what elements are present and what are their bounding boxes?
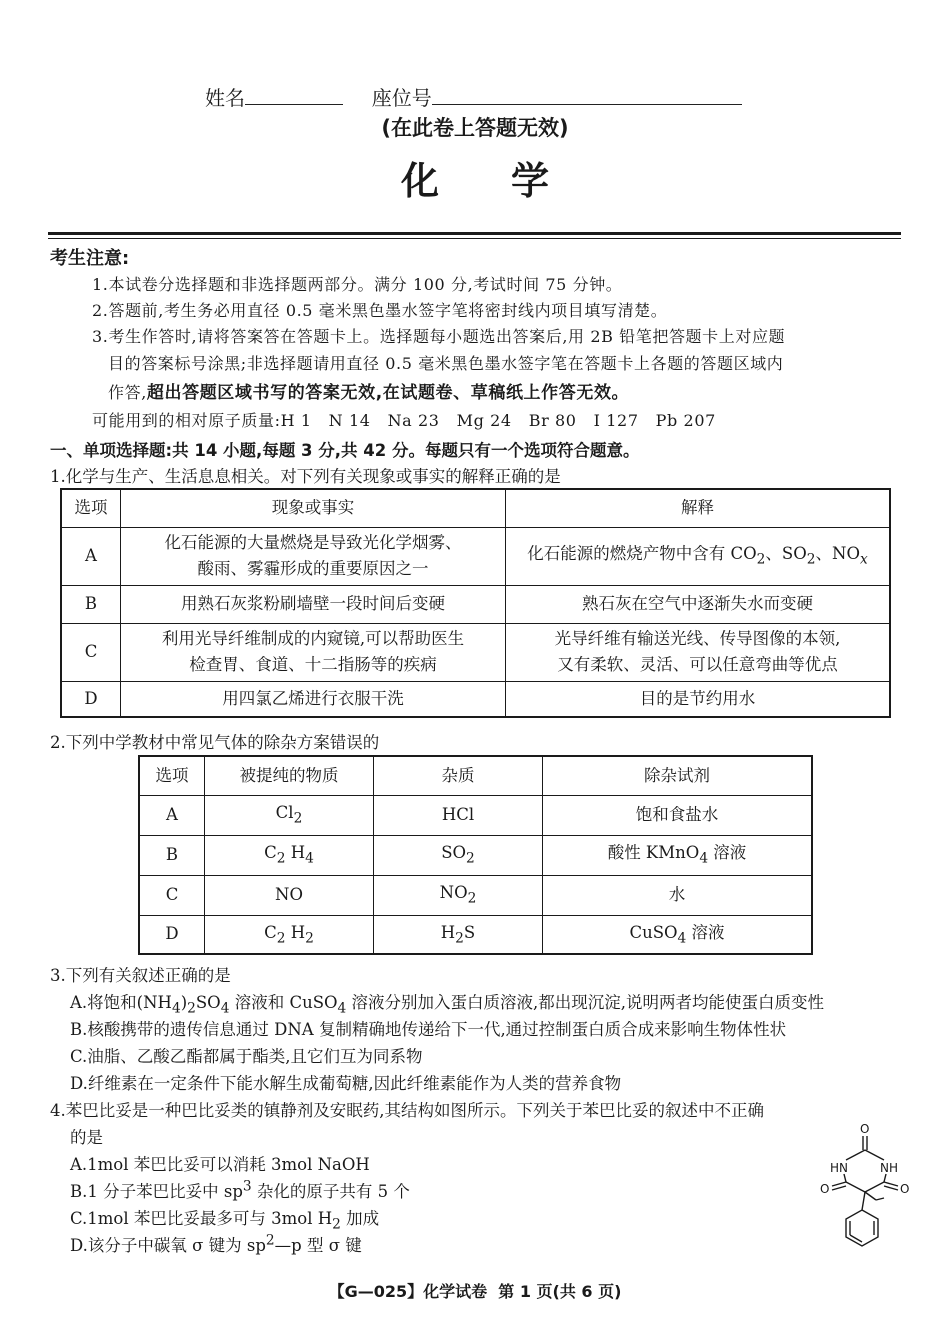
- bond: [832, 1186, 846, 1190]
- table-header-row: [61, 489, 890, 527]
- bond: [846, 1182, 865, 1192]
- subscript: 2: [756, 551, 766, 568]
- atom-label: O: [860, 1122, 870, 1136]
- subscript: 2: [466, 850, 475, 867]
- opt-text: ): [180, 993, 188, 1012]
- question-4-option-d: [70, 1232, 362, 1256]
- header-rule-thin: [48, 238, 901, 239]
- candidate-info-line: [205, 82, 742, 111]
- question-1-table: [60, 488, 891, 718]
- atom-label: O: [820, 1182, 830, 1196]
- bond: [862, 1192, 865, 1210]
- row-option: A: [139, 795, 205, 835]
- formula: H: [290, 922, 306, 942]
- subscript: 2: [187, 1000, 196, 1017]
- opt-text: B.1 分子苯巴比妥中 sp: [70, 1182, 243, 1201]
- section-title: 一、单项选择题:共 14 小题,每题 3 分,共 42 分。每题只有一个选项符合题意。: [50, 441, 640, 460]
- exp-line: 光导纤维有输送光线、传导图像的本领,: [554, 628, 841, 648]
- seat-blank: [432, 86, 742, 105]
- question-3-option-d: D.纤维素在一定条件下能水解生成葡萄糖,因此纤维素能作为人类的营养食物: [70, 1074, 622, 1093]
- question-1-stem: 1.化学与生产、生活息息相关。对下列有关现象或事实的解释正确的是: [50, 467, 561, 486]
- header-option: 选项: [139, 756, 205, 795]
- bond: [844, 1174, 846, 1182]
- row-fact: 用四氯乙烯进行衣服干洗: [121, 681, 506, 717]
- row-explanation: 目的是节约用水: [506, 681, 891, 717]
- row-impurity: [374, 915, 543, 954]
- subscript: 2: [332, 1216, 341, 1233]
- subject-title: 化学: [400, 159, 621, 203]
- table-row: [61, 527, 890, 585]
- bond: [846, 1150, 865, 1160]
- formula: C: [264, 922, 277, 942]
- opt-text: SO: [195, 993, 221, 1012]
- question-3-option-a: [70, 989, 824, 1016]
- row-impurity: [374, 875, 543, 915]
- fact-line: 化石能源的大量燃烧是导致光化学烟雾、: [164, 532, 462, 552]
- name-blank: [245, 86, 343, 105]
- row-impurity: [374, 835, 543, 875]
- bond: [884, 1186, 898, 1190]
- header-fact: 现象或事实: [121, 489, 506, 527]
- opt-text: 杂化的原子共有 5 个: [251, 1182, 410, 1201]
- subscript: x: [859, 551, 868, 568]
- subscript: 4: [337, 1000, 347, 1017]
- opt-text: A.将饱和(NH: [70, 993, 172, 1012]
- formula: H: [290, 843, 306, 863]
- formula: C: [264, 843, 277, 863]
- notice-item-1: 1.本试卷分选择题和非选择题两部分。满分 100 分,考试时间 75 分钟。: [92, 275, 623, 294]
- subscript: 4: [305, 850, 314, 867]
- notice-item-3-cont: 目的答案标号涂黑;非选择题请用直径 0.5 毫米黑色墨水签字笔在答题卡上各题的答题区域内: [108, 354, 784, 373]
- question-2-stem: 2.下列中学教材中常见气体的除杂方案错误的: [50, 733, 380, 752]
- header-explanation: 解释: [506, 489, 891, 527]
- table-header-row: [139, 756, 812, 795]
- bond: [884, 1182, 898, 1186]
- bond: [865, 1150, 884, 1160]
- atom-label: HN: [830, 1161, 848, 1175]
- notice-item-3-prefix: 作答,: [108, 383, 147, 402]
- table-row: [139, 835, 812, 875]
- row-option: C: [61, 623, 121, 681]
- subscript: 2: [276, 850, 286, 867]
- subscript: 4: [171, 1000, 181, 1017]
- question-3-option-c: C.油脂、乙酸乙酯都属于酯类,且它们互为同系物: [70, 1047, 423, 1066]
- subscript: 2: [455, 929, 464, 946]
- page-footer: [0, 1279, 950, 1302]
- header-substance: 被提纯的物质: [205, 756, 374, 795]
- table-row: [139, 915, 812, 954]
- fact-line: 酸雨、雾霾形成的重要原因之一: [197, 559, 429, 578]
- exp-text: 、SO: [765, 544, 807, 564]
- opt-text: 加成: [340, 1209, 380, 1228]
- header-reagent: 除杂试剂: [543, 756, 813, 795]
- benzene-ring: [846, 1210, 878, 1246]
- row-substance: [205, 835, 374, 875]
- question-4-option-c: [70, 1205, 379, 1232]
- subscript: 2: [276, 929, 286, 946]
- row-option: D: [139, 915, 205, 954]
- row-option: D: [61, 681, 121, 717]
- row-substance: [205, 795, 374, 835]
- page-number: 第 1 页(共 6 页): [498, 1282, 622, 1301]
- row-fact: [121, 527, 506, 585]
- notice-item-3-end: [108, 378, 629, 403]
- question-4-stem: 4.苯巴比妥是一种巴比妥类的镇静剂及安眠药,其结构如图所示。下列关于苯巴比妥的叙述中不正确: [50, 1101, 764, 1120]
- seat-label: 座位号: [371, 86, 432, 110]
- opt-text: D.该分子中碳氧 σ 键为 sp: [70, 1236, 266, 1255]
- row-option: C: [139, 875, 205, 915]
- subscript: 4: [220, 1000, 230, 1017]
- question-4-option-b: [70, 1178, 410, 1202]
- row-explanation: [506, 527, 891, 585]
- formula: Cl: [275, 803, 294, 823]
- subscript: 2: [293, 810, 303, 827]
- row-explanation: [506, 623, 891, 681]
- opt-text: 溶液和 CuSO: [229, 993, 338, 1012]
- fact-line: 利用光导纤维制成的内窥镜,可以帮助医生: [161, 628, 465, 648]
- formula: S: [463, 922, 476, 942]
- bond: [865, 1182, 884, 1192]
- notice-item-2: 2.答题前,考生务必用直径 0.5 毫米黑色墨水签字笔将密封线内项目填写清楚。: [92, 301, 668, 320]
- name-label: 姓名: [205, 86, 245, 110]
- atomic-mass-line: 可能用到的相对原子质量:H 1 N 14 Na 23 Mg 24 Br 80 I 127 Pb 207: [92, 411, 716, 430]
- question-2-table: [138, 755, 813, 955]
- exam-code: 【G—025】化学试卷: [328, 1282, 488, 1301]
- row-substance: [205, 875, 374, 915]
- superscript: 2: [265, 1232, 275, 1249]
- row-reagent: 饱和食盐水: [543, 795, 813, 835]
- table-row: [61, 681, 890, 717]
- row-reagent: [543, 915, 813, 954]
- header-option: 选项: [61, 489, 121, 527]
- row-reagent: 水: [543, 875, 813, 915]
- reagent-text: 溶液: [686, 922, 725, 942]
- formula: H: [440, 922, 456, 942]
- question-4-stem-cont: 的是: [70, 1128, 103, 1147]
- opt-text: C.1mol 苯巴比妥最多可与 3mol H: [70, 1209, 333, 1228]
- row-fact: 用熟石灰浆粉刷墙壁一段时间后变硬: [121, 585, 506, 623]
- bond: [832, 1182, 846, 1186]
- bond: [876, 1198, 884, 1200]
- row-impurity: [374, 795, 543, 835]
- table-row: [61, 585, 890, 623]
- table-row: [139, 875, 812, 915]
- notice-item-3: 3.考生作答时,请将答案答在答题卡上。选择题每小题选出答案后,用 2B 铅笔把答题卡上对应题: [92, 327, 786, 346]
- opt-text: —p 型 σ 键: [274, 1236, 362, 1255]
- subscript: 2: [806, 551, 816, 568]
- row-option: A: [61, 527, 121, 585]
- subscript: 2: [305, 929, 314, 946]
- invalid-note: (在此卷上答题无效): [381, 116, 569, 140]
- subscript: 2: [467, 890, 477, 907]
- subscript: 4: [677, 929, 687, 946]
- fact-line: 检查胃、食道、十二指肠等的疾病: [189, 655, 437, 674]
- formula: NO: [275, 884, 303, 904]
- exp-line: 又有柔软、灵活、可以任意弯曲等优点: [557, 655, 838, 674]
- phenobarbital-structure: [810, 1118, 920, 1258]
- row-substance: [205, 915, 374, 954]
- exp-text: 化石能源的燃烧产物中含有 CO: [527, 544, 757, 564]
- row-reagent: [543, 835, 813, 875]
- row-fact: [121, 623, 506, 681]
- question-4-option-a: A.1mol 苯巴比妥可以消耗 3mol NaOH: [70, 1155, 370, 1174]
- header-rule-thick: [48, 232, 901, 235]
- formula: HCl: [441, 804, 475, 824]
- reagent-text: CuSO: [629, 922, 678, 942]
- subscript: 4: [699, 850, 709, 867]
- atom-label: O: [900, 1182, 910, 1196]
- opt-text: 溶液分别加入蛋白质溶液,都出现沉淀,说明两者均能使蛋白质变性: [346, 993, 825, 1012]
- question-3-stem: 3.下列有关叙述正确的是: [50, 966, 231, 985]
- atom-label: NH: [880, 1161, 898, 1175]
- header-impurity: 杂质: [374, 756, 543, 795]
- question-3-option-b: B.核酸携带的遗传信息通过 DNA 复制精确地传递给下一代,通过控制蛋白质合成来影响生物体性状: [70, 1020, 787, 1039]
- reagent-text: 酸性 KMnO: [607, 843, 700, 863]
- table-row: [139, 795, 812, 835]
- exp-text: 、NO: [815, 544, 860, 564]
- bond: [884, 1174, 886, 1182]
- superscript: 3: [242, 1178, 252, 1195]
- row-option: B: [61, 585, 121, 623]
- notice-warning: 超出答题区域书写的答案无效,在试题卷、草稿纸上作答无效。: [146, 383, 630, 403]
- reagent-text: 溶液: [708, 843, 747, 863]
- notice-title: 考生注意:: [50, 248, 130, 269]
- table-row: [61, 623, 890, 681]
- formula: SO: [441, 843, 467, 863]
- row-option: B: [139, 835, 205, 875]
- row-explanation: 熟石灰在空气中逐渐失水而变硬: [506, 585, 891, 623]
- formula: NO: [439, 883, 468, 903]
- bond: [865, 1192, 876, 1200]
